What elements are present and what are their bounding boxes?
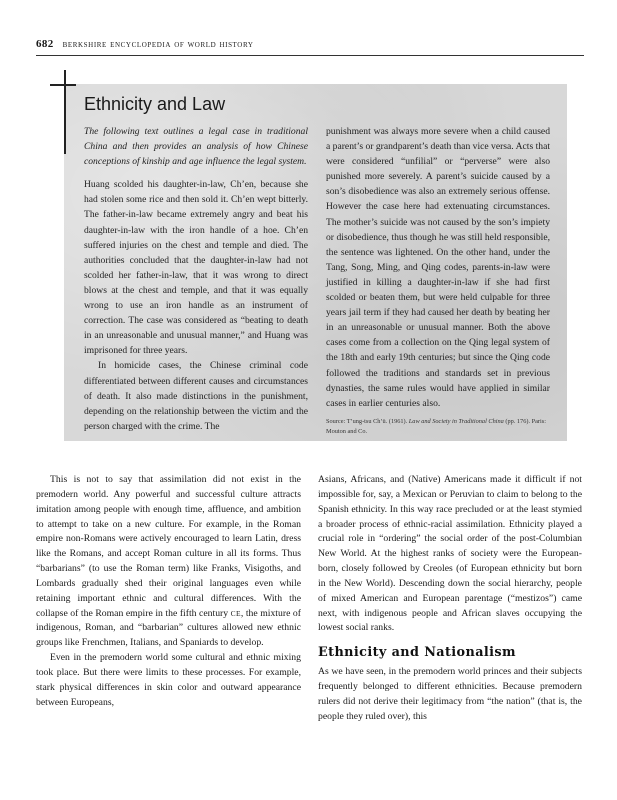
page-number: 682 <box>36 38 54 50</box>
section-heading: Ethnicity and Nationalism <box>318 645 516 661</box>
sidebar-corner-horizontal-rule <box>50 84 76 86</box>
source-suffix: (pp. 176). Paris: Mouton and Co. <box>326 417 546 435</box>
era-label: CE <box>230 608 241 618</box>
body-paragraph: Asians, Africans, and (Native) Americans made it difficult if not impossible for, say, a Mexican or Peruvian to claim to belong to the Spanish ethnicity. In this way race precluded or at the least stymied a broader process of ethnic-racial assimilation. Ethnicity played a crucial role in “ordering” the social order of the post-Columbian New World. At the highest ranks of society were the European-born, closely followed by Creoles (of European ethnicity but born in the New World). Descending down the social hierarchy, people of mixed American and European parentage (“mestizos”) came next, with indigenous people and African slaves occupying the lowest social ranks. <box>318 474 582 634</box>
sidebar-paragraph: punishment was always more severe when a child caused a parent’s or grandparent’s death than vice versa. Acts that were considered “unfilial” or “perverse” were also punished more severely. A parent’s suicide caused by a son’s disobedience was also an extremely serious offense. However the case here had extenuating circumstances. The mother’s suicide was not caused by the son’s impiety or disobedience, thus though he was still held responsible, the sentence was lightened. On the other hand, under the Tang, Song, Ming, and Qing codes, parents-in-law were justified in killing a daughter-in-law if she had first scolded or beaten them, but were held culpable for three years jail term if they had caused her death by beating her in an unreasonable or unusual manner. Both the above cases come from a collection on the Qing legal system of the 18th and early 19th centuries; but since the Qing code followed the traditions and standards set in previous dynasties, the same rules would have applied in similar cases in earlier centuries also. <box>326 126 550 409</box>
source-work-title: Law and Society in Traditional China <box>408 417 504 425</box>
running-title: berkshire encyclopedia of world history <box>62 39 254 50</box>
sidebar-paragraph: Huang scolded his daughter-in-law, Ch’en, because she had stolen some rice and then sold it. Ch’en wept bitterly. The father-in-law became extremely angry and beat his daughter-in-law with the iron handle of a hoe. Ch’en suffered injuries on the chest and temple and died. The authorities concluded that the daughter-in-law had not scolded her father-in-law, that it was wrong to direct blows at the chest and temple, and that it was equally wrong to use an iron handle as an instrument of correction. The case was considered as “beating to death in an unreasonable and unusual manner,” and Huang was imprisoned for three years. <box>84 179 308 357</box>
body-right-column <box>318 473 582 725</box>
body-text: This is not to say that assimilation did not exist in the premodern world. Any powerful and successful culture attracts imitation among people with enough time, affluence, and ambition to attempt to take on a new culture. For example, in the Roman empire non-Romans were actively encouraged to learn Latin, dress like the Romans, and accept Roman culture in all its forms. Thus “barbarians” (to use the Roman term) like Franks, Visigoths, and Lombards gradually shed their original languages even while retaining important ethnic and cultural differences. With the collapse of the Roman empire in the fifth century <box>36 474 301 619</box>
body-paragraph: As we have seen, in the premodern world princes and their subjects frequently belonged to different ethnicities. Because premodern rulers did not derive their legitimacy from “the nation” (that is, the people they ruled over), this <box>318 666 582 722</box>
source-prefix: Source: T’ung-tsu Ch’ü. (1961). <box>326 417 409 425</box>
body-text: , the mixture of indigenous, Roman, and “barbarian” cultures allowed new ethnic groups like Frenchmen, Italians, and Spaniards to develop. <box>36 607 301 649</box>
header-rule <box>36 55 584 56</box>
sidebar-corner-vertical-rule <box>64 70 66 154</box>
running-head <box>36 38 254 50</box>
sidebar-right-column <box>326 124 550 437</box>
sidebar-intro: The following text outlines a legal case in traditional China and then provides an analysis of how Chinese conceptions of kinship and age influence the legal system. <box>84 126 308 168</box>
sidebar-source <box>326 417 550 437</box>
body-left-column <box>36 473 301 711</box>
sidebar-left-column <box>84 124 308 434</box>
body-paragraph: Even in the premodern world some cultural and ethnic mixing took place. But there were limits to these processes. For example, stark physical differences in skin color and outward appearance between Europeans, <box>36 652 301 708</box>
sidebar-title: Ethnicity and Law <box>84 94 226 114</box>
sidebar-paragraph: In homicide cases, the Chinese criminal code differentiated between different causes and circumstances of death. It also made distinctions in the punishment, depending on the relationship between the victim and the person charged with the crime. The <box>84 360 308 432</box>
body-paragraph <box>36 473 301 651</box>
